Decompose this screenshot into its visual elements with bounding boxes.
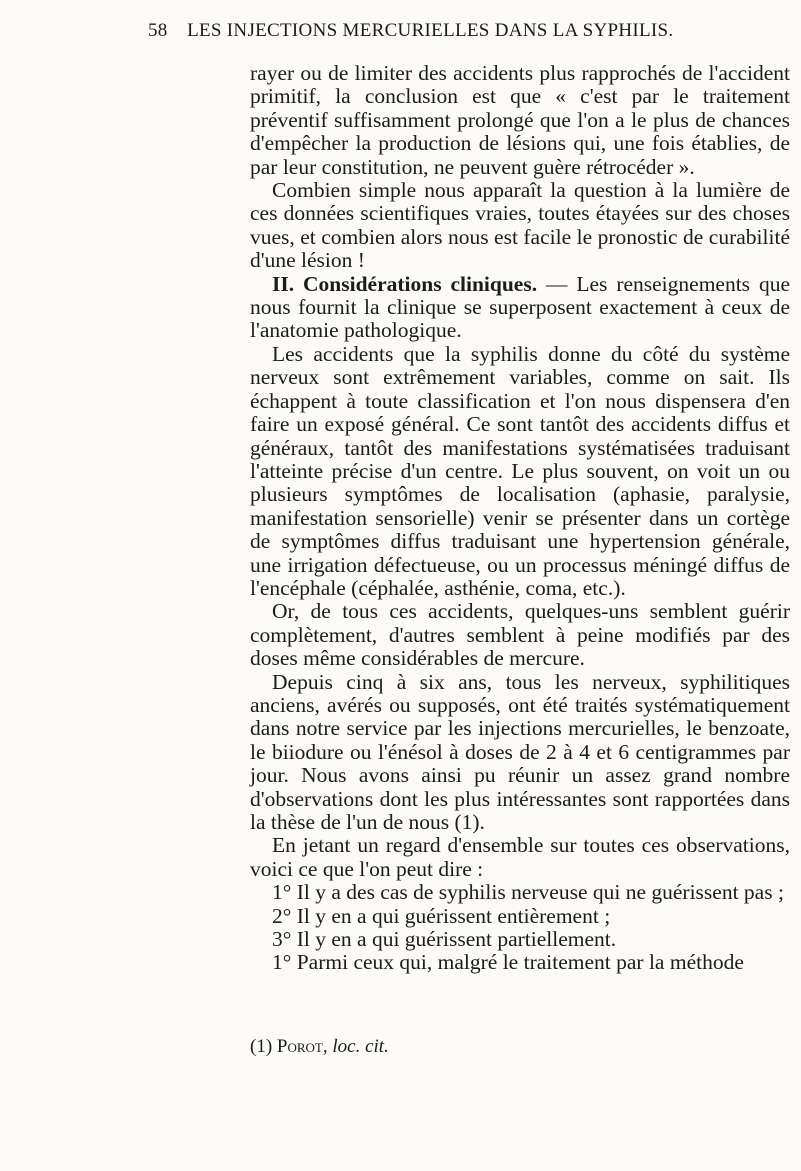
footnote-author: Porot, (276, 1036, 328, 1057)
section-heading: II. Considérations cliniques. (272, 271, 538, 296)
paragraph: En jetant un regard d'ensemble sur toutes ces observations, voici ce que l'on peut dire : (250, 833, 790, 881)
list-item: 2° Il y en a qui guérissent entièrement ; (272, 903, 611, 928)
page-number: 58 (148, 20, 168, 41)
running-header (148, 20, 708, 42)
list-item: 1° Il y a des cas de syphilis nerveuse qui ne guérissent pas ; (272, 880, 784, 905)
paragraph: Les accidents que la syphilis donne du côté du système nerveux sont extrêmement variables, comme on sait. Ils échappent à toute classification et l'on nous dispensera d'en faire un exposé général. Ce sont tantôt des accidents diffus et généraux, tantôt des manifestations systématisées traduisant l'atteinte précise d'un centre. Le plus souvent, on voit un ou plusieurs symptômes de localisation (aphasie, paralysie, manifestation sensorielle) venir se présenter dans un cortège de symptômes diffus traduisant une hypertension générale, une irrigation défectueuse, ou un processus méningé diffus de l'encéphale (céphalée, asthénie, coma, etc.). (250, 341, 790, 600)
list-item: 3° Il y en a qui guérissent partiellement. (272, 927, 617, 952)
list-item: 1° Parmi ceux qui, malgré le traitement par la méthode (272, 950, 744, 975)
running-title: LES INJECTIONS MERCURIELLES DANS LA SYPHILIS. (187, 20, 674, 41)
paragraph: Combien simple nous apparaît la question à la lumière de ces données scientifiques vraies, toutes étayées sur des choses vues, et combien alors nous est facile le pronostic de curabilité d'une lésion ! (250, 178, 790, 273)
paragraph-continued: rayer ou de limiter des accidents plus rapprochés de l'accident primitif, la conclusion est que « c'est par le traitement préventif suffisamment prolongé que l'on a le plus de chances d'empêcher la production de lésions qui, une fois établies, de par leur constitution, ne peuvent guère rétrocéder ». (250, 61, 790, 179)
body-text (250, 62, 790, 975)
footnote-reference: loc. cit. (332, 1036, 389, 1057)
paragraph: Depuis cinq à six ans, tous les nerveux, syphilitiques anciens, avérés ou supposés, ont été traités systématiquement dans notre service par les injections mercurielles, le benzoate, le biiodure ou l'énésol à doses de 2 à 4 et 6 centigrammes par jour. Nous avons ainsi pu réunir un assez grand nombre d'observations dont les plus intéressantes sont rapportées dans la thèse de l'un de nous (1). (250, 669, 790, 834)
footnote (250, 1036, 790, 1058)
footnote-marker: (1) (250, 1036, 273, 1057)
section-intro: — Les renseignements que nous fournit la clinique se superposent exactement à ceux de l'anatomie pathologique. (250, 271, 790, 343)
paragraph: Or, de tous ces accidents, quelques-uns semblent guérir complètement, d'autres semblent à peine modifiés par des doses même considérables de mercure. (250, 599, 790, 671)
section-paragraph (250, 273, 790, 343)
